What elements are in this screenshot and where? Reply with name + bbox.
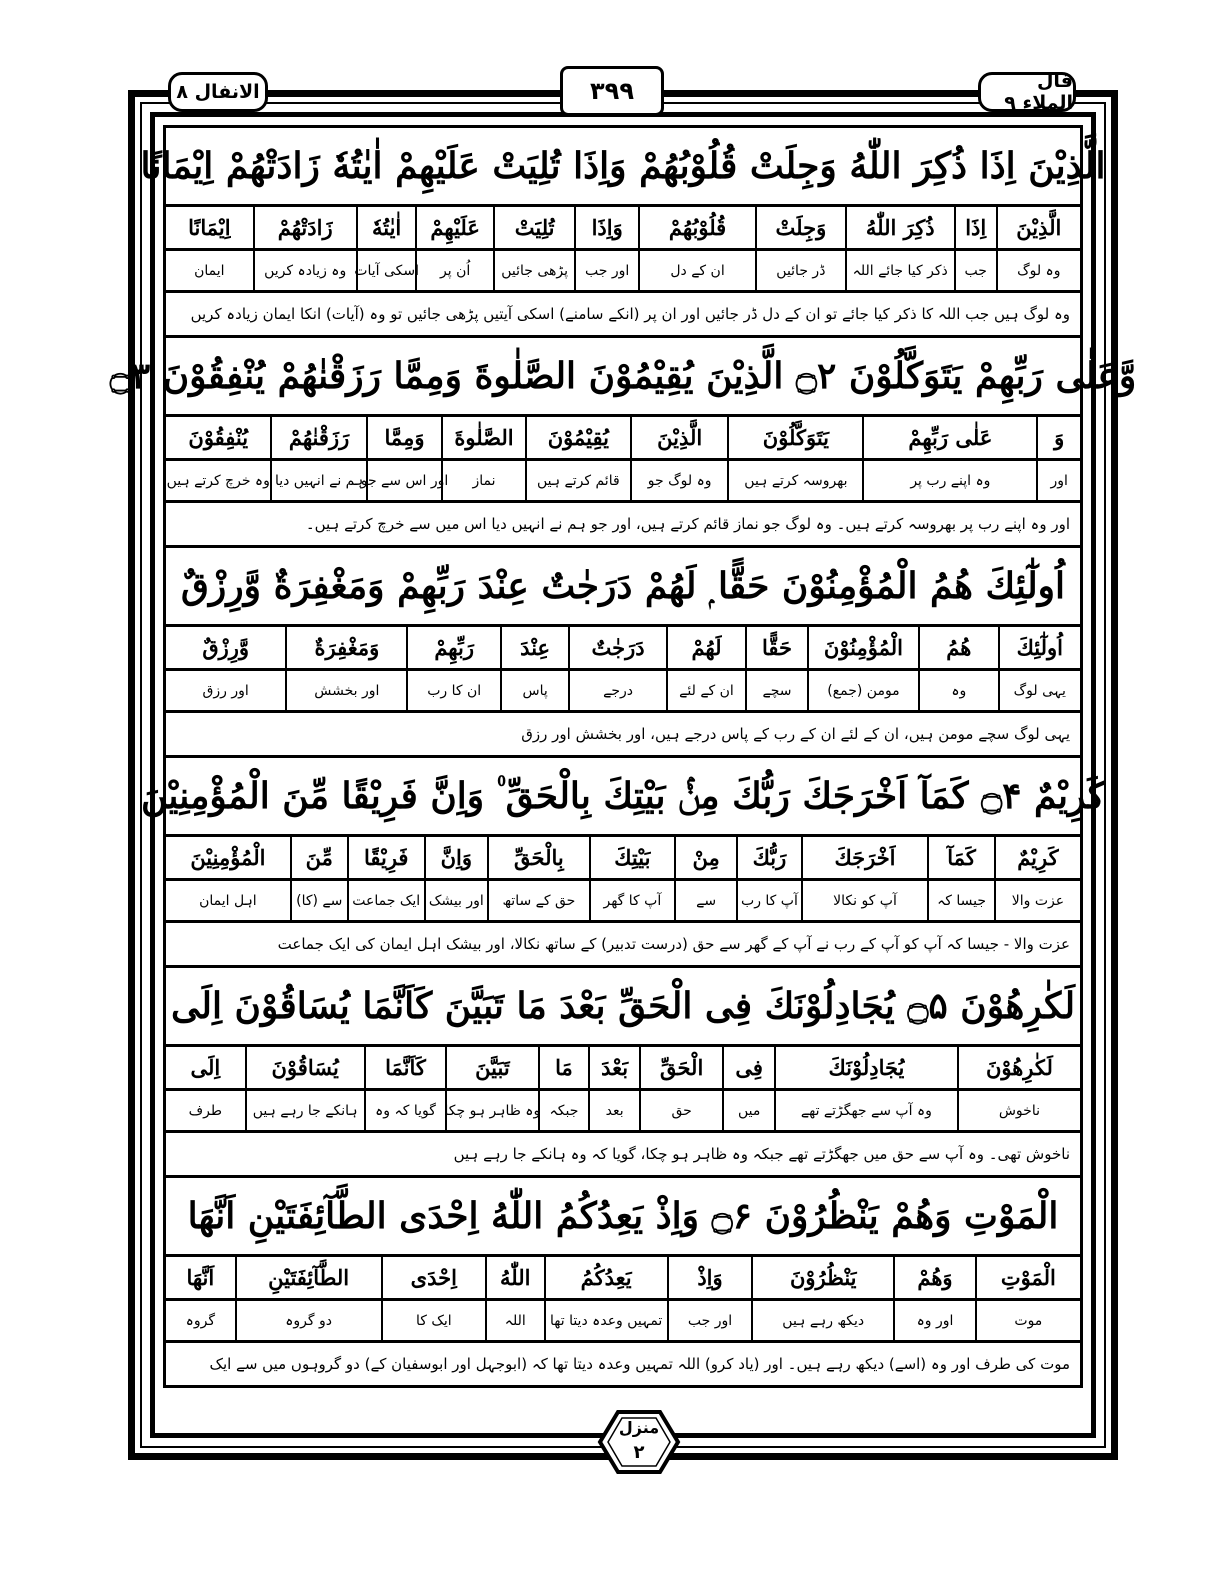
meaning-cell: آپ کو نکالا [801,881,928,920]
word-cell: يَعِدُكُمُ [544,1257,667,1298]
word-row [163,414,1083,458]
meaning-cell: پاس [500,671,569,710]
word-cell: كَاَنَّمَا [364,1047,445,1088]
surah-name-label: الانفال ٨ [168,72,268,112]
word-cell: الَّذِيْنَ [996,207,1080,248]
verse-text: الَّذِيْنَ اِذَا ذُكِرَ اللّٰهُ وَجِلَتْ قُلُوْبُهُمْ وَاِذَا تُلِيَتْ عَلَيْهِمْ اٰيٰتُهٗ زَادَتْهُمْ اِيْمَانًا [163,125,1083,204]
translation-line: ناخوش تھی۔ وہ آپ سے حق میں جھگڑتے تھے جبکہ وہ ظاہر ہو چکا، گویا کہ وہ ہانکے جا رہے ہیں [163,1130,1083,1175]
meaning-cell: پڑھی جائیں [493,251,574,290]
word-cell: الطَّآئِفَتَيْنِ [235,1257,381,1298]
word-cell: الصَّلٰوةَ [441,417,524,458]
verses-table [109,125,1137,1388]
word-cell: اِذَا [954,207,996,248]
meaning-cell: وہ [918,671,997,710]
meaning-cell: ناخوش [957,1091,1080,1130]
word-cell: وَجِلَتْ [755,207,844,248]
word-cell: فِى [722,1047,774,1088]
verse-section [163,965,1083,1175]
meaning-cell: اللہ [485,1301,544,1340]
word-cell: يَتَوَكَّلُوْنَ [727,417,862,458]
meaning-cell: ہانکے جا رہے ہیں [245,1091,364,1130]
meaning-cell: ایک جماعت [347,881,424,920]
word-cell: يُسَاقُوْنَ [245,1047,364,1088]
meaning-cell: درجے [568,671,665,710]
word-row [163,834,1083,878]
verse-section [109,335,1137,545]
word-cell: اَنَّهَا [186,1265,215,1290]
word-cell: الْمَوْتِ [975,1257,1080,1298]
meaning-cell: حق کے ساتھ [487,881,589,920]
word-cell: بَعْدَ [588,1047,639,1088]
word-cell: يُجَادِلُوْنَكَ [774,1047,957,1088]
meaning-cell: وہ خرچ کرتے ہیں [166,472,270,489]
translation-line: موت کی طرف اور وہ (اسے) دیکھ رہے ہیں۔ اور (یاد کرو) اللہ تمہیں وعدہ دیتا تھا کہ (ابوجہل اور ابوسفیان کے) دو گروہوں میں سے ایک [163,1340,1083,1385]
word-cell: بِالْحَقِّ [487,837,589,878]
verse-text: وَّعَلٰى رَبِّهِمْ يَتَوَكَّلُوْنَ ۝۲ الَّذِيْنَ يُقِيْمُوْنَ الصَّلٰوةَ وَمِمَّا رَزَقْنٰهُمْ يُنْفِقُوْنَ ۝۳ [163,335,1083,414]
meaning-cell: اور بخشش [285,671,406,710]
word-cell: كَرِيْمٌ [994,837,1080,878]
word-cell: الَّذِيْنَ [630,417,727,458]
meaning-cell: مومن (جمع) [807,671,918,710]
meaning-cell: اور رزق [202,682,249,699]
meaning-cell: میں [722,1091,774,1130]
word-cell: عَلَيْهِمْ [415,207,492,248]
meaning-cell: وہ اپنے رب پر [862,461,1036,500]
meaning-cell: ایمان [194,262,225,279]
verse-text: اُولٰٓئِكَ هُمُ الْمُؤْمِنُوْنَ حَقًّا ۭ لَهُمْ دَرَجٰتٌ عِنْدَ رَبِّهِمْ وَمَغْفِرَةٌ وَّرِزْقٌ [163,545,1083,624]
meaning-cell: بعد [588,1091,639,1130]
meaning-cell: ان کا رب [406,671,499,710]
translation-line: وہ لوگ ہیں جب اللہ کا ذکر کیا جائے تو ان کے دل ڈر جائیں اور ان پر (انکے سامنے) اسکی آیتیں پڑھی جائیں تو وہ (آیات) انکا ایمان زیادہ کریں [163,290,1083,335]
meaning-cell: وہ ظاہر ہو چکا [445,1091,537,1130]
word-cell: وَاِذَا [574,207,638,248]
word-cell: بَيْتِكَ [589,837,674,878]
meaning-cell: ایک کا [381,1301,485,1340]
meaning-cell: وہ زیادہ کریں [253,251,356,290]
meaning-cell: سے (کا) [290,881,347,920]
word-cell: وَاِذْ [667,1257,751,1298]
word-cell: تَبَيَّنَ [445,1047,537,1088]
word-cell: اللّٰهُ [485,1257,544,1298]
meaning-cell: اور جب [574,251,638,290]
meaning-cell: جبکہ [538,1091,589,1130]
meaning-cell: موت [975,1301,1080,1340]
meaning-cell: جیسا کہ [927,881,993,920]
meaning-cell: یہی لوگ [998,671,1080,710]
word-cell: قُلُوْبُهُمْ [638,207,755,248]
word-cell: اُولٰٓئِكَ [998,627,1080,668]
meaning-cell: اسکی آیات [356,251,416,290]
verse-section [163,1175,1083,1385]
word-cell: هُمُ [918,627,997,668]
meaning-cell: اور جب [667,1301,751,1340]
meaning-cell: حق [639,1091,722,1130]
word-cell: حَقًّا [745,627,807,668]
translation-line: عزت والا - جیسا کہ آپ کو آپ کے رب نے آپ کے گھر سے حق (درست تدبیر) کے ساتھ نکالا، اور بیشک اہل ایمان کی ایک جماعت [163,920,1083,965]
meaning-cell: ان کے دل [638,251,755,290]
word-cell: اِحْدَى [381,1257,485,1298]
word-cell: وَمَغْفِرَةٌ [285,627,406,668]
meaning-cell: ہم نے انہیں دیا [270,461,365,500]
meaning-cell: سے [674,881,736,920]
word-cell: مِنْ [674,837,736,878]
meaning-cell: طرف [188,1102,223,1119]
meaning-cell: اُن پر [415,251,492,290]
meaning-cell: اہل ایمان [199,892,257,909]
meaning-cell: ان کے لئے [666,671,745,710]
word-cell: يُنْفِقُوْنَ [188,425,249,450]
meaning-cell: عزت والا [994,881,1080,920]
word-cell: رَبُّكَ [736,837,800,878]
word-row [163,1254,1083,1298]
word-cell: وَ [1036,417,1080,458]
meaning-row [163,248,1083,290]
word-cell: وَّرِزْقٌ [202,635,250,660]
verse-section [163,545,1083,755]
meaning-cell: نماز [441,461,524,500]
meaning-cell: گویا کہ وہ [364,1091,445,1130]
word-cell: الْمُؤْمِنِيْنَ [190,845,266,870]
meaning-cell: ڈر جائیں [755,251,844,290]
meaning-cell: اور وہ [893,1301,974,1340]
para-name-label: قال الملاء ٩ [978,72,1076,112]
meaning-cell: قائم کرتے ہیں [525,461,630,500]
word-cell: اِلَى [190,1055,221,1080]
manzil-number: ۲ [633,1442,645,1463]
verse-section [140,125,1106,335]
meaning-row [163,1298,1083,1340]
verse-text: الْمَوْتِ وَهُمْ يَنْظُرُوْنَ ۝۶ وَاِذْ يَعِدُكُمُ اللّٰهُ اِحْدَى الطَّآئِفَتَيْنِ اَنَّهَا [163,1175,1083,1254]
meaning-cell: اور [1036,461,1080,500]
word-cell: رَزَقْنٰهُمْ [270,417,365,458]
word-cell: عَلٰى رَبِّهِمْ [862,417,1036,458]
meaning-cell: تمہیں وعدہ دیتا تھا [544,1301,667,1340]
word-cell: الْمُؤْمِنُوْنَ [807,627,918,668]
word-cell: لَكٰرِهُوْنَ [957,1047,1080,1088]
word-cell: وَاِنَّ [424,837,487,878]
meaning-row [163,458,1083,500]
meaning-row [163,1088,1083,1130]
word-row [163,624,1083,668]
meaning-row [163,668,1083,710]
verse-section [140,755,1106,965]
word-cell: اِيْمَانًا [188,215,231,240]
word-cell: اٰيٰتُهٗ [356,207,416,248]
meaning-cell: دیکھ رہے ہیں [751,1301,893,1340]
manzil-label: منزل [618,1418,660,1437]
meaning-cell: اور بیشک [424,881,487,920]
translation-line: اور وہ اپنے رب پر بھروسہ کرتے ہیں۔ وہ لوگ جو نماز قائم کرتے ہیں، اور جو ہم نے انہیں دیا اس میں سے خرچ کرتے ہیں۔ [163,500,1083,545]
translation-line: یہی لوگ سچے مومن ہیں، ان کے لئے ان کے رب کے پاس درجے ہیں، اور بخشش اور رزق [163,710,1083,755]
word-cell: كَمَآ [927,837,993,878]
meaning-cell: گروہ [185,1312,216,1329]
word-cell: وَهُمْ [893,1257,974,1298]
word-row [163,204,1083,248]
word-cell: دَرَجٰتٌ [568,627,665,668]
meaning-cell: جب [954,251,996,290]
meaning-cell: آپ کا گھر [589,881,674,920]
word-cell: ذُكِرَ اللّٰهُ [845,207,954,248]
verse-text: كَرِيْمٌ ۝۴ كَمَآ اَخْرَجَكَ رَبُّكَ مِنْۢ بَيْتِكَ بِالْحَقِّ ۠ وَاِنَّ فَرِيْقًا مِّنَ الْمُؤْمِنِيْنَ [163,755,1083,834]
page-number: ۳۹۹ [560,66,664,116]
meaning-cell: آپ کا رب [736,881,800,920]
meaning-cell: وہ لوگ [996,251,1080,290]
word-cell: اَخْرَجَكَ [801,837,928,878]
meaning-cell: وہ آپ سے جھگڑتے تھے [774,1091,957,1130]
word-cell: رَبِّهِمْ [406,627,499,668]
meaning-row [163,878,1083,920]
word-cell: يُقِيْمُوْنَ [525,417,630,458]
word-cell: عِنْدَ [500,627,569,668]
word-cell: مِّنَ [290,837,347,878]
manzil-badge [598,1410,680,1474]
meaning-cell: سچے [745,671,807,710]
word-cell: تُلِيَتْ [493,207,574,248]
meaning-cell: بھروسہ کرتے ہیں [727,461,862,500]
word-cell: لَهُمْ [666,627,745,668]
meaning-cell: دو گروہ [235,1301,381,1340]
meaning-cell: ذکر کیا جائے اللہ [845,251,954,290]
word-cell: وَمِمَّا [366,417,442,458]
word-cell: مَا [538,1047,589,1088]
word-cell: زَادَتْهُمْ [253,207,356,248]
word-cell: الْحَقِّ [639,1047,722,1088]
word-row [163,1044,1083,1088]
meaning-cell: اور اس سے جو [366,461,442,500]
word-cell: يَنْظُرُوْنَ [751,1257,893,1298]
table-bottom-rule [163,1385,1083,1388]
meaning-cell: وہ لوگ جو [630,461,727,500]
word-cell: فَرِيْقًا [347,837,424,878]
verse-text: لَكٰرِهُوْنَ ۝۵ يُجَادِلُوْنَكَ فِى الْحَقِّ بَعْدَ مَا تَبَيَّنَ كَاَنَّمَا يُسَاقُوْنَ اِلَى [163,965,1083,1044]
